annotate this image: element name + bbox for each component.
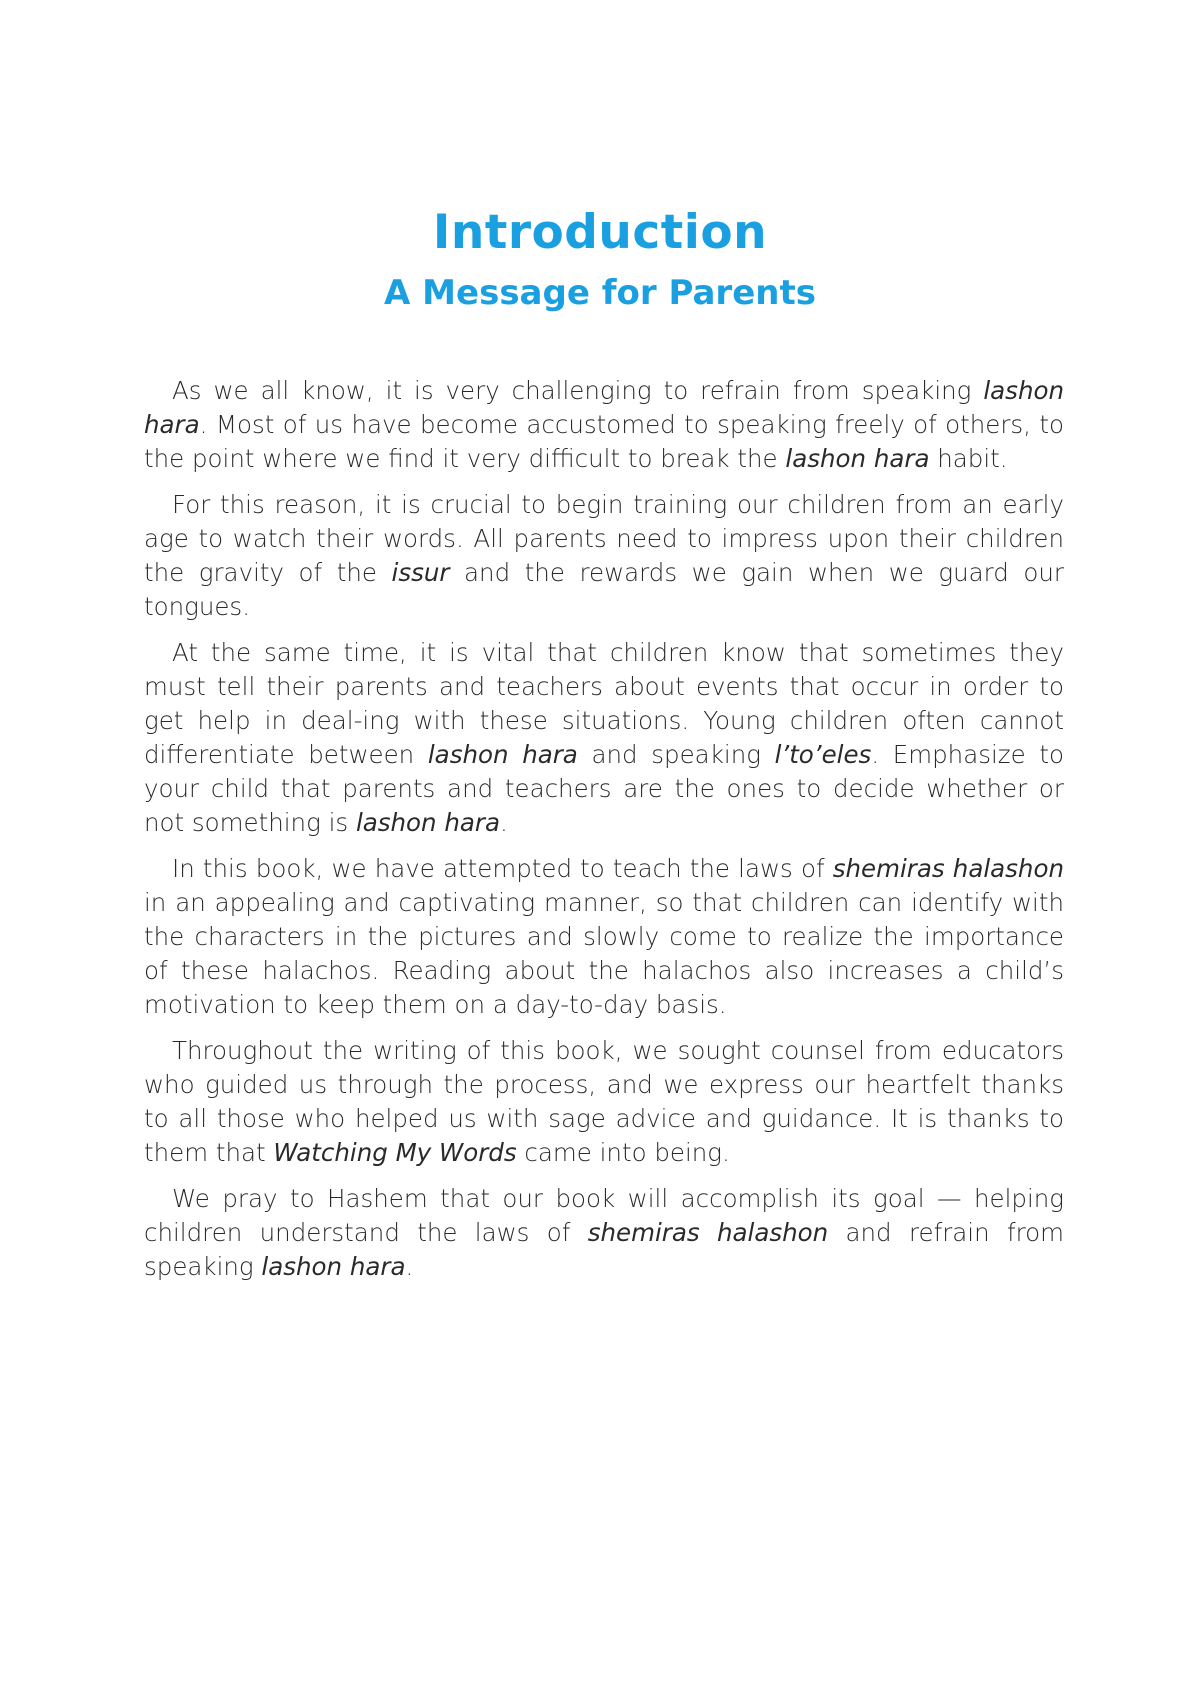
paragraph — [144, 852, 1064, 1022]
italic-term: shemiras halashon — [587, 1218, 829, 1247]
page-title: Introduction — [432, 205, 768, 260]
text-run: As we all know, it is very challenging to refrain from speaking — [172, 376, 984, 405]
page-subtitle: A Message for Parents — [384, 273, 816, 313]
italic-term: lashon hara — [261, 1252, 406, 1281]
paragraph — [144, 374, 1064, 476]
text-run: in an appealing and captivating manner, so that children can identify with the characters in the pictures and slowly come to realize the importance of these halachos. Reading about the halachos also increases a child’s motivation to keep them on a day-to-day basis. — [144, 888, 1064, 1019]
text-run: came into being. — [516, 1138, 730, 1167]
text-run: For this reason, it is crucial to begin training our children from an early age to watch their words. All parents need to impress upon their children the gravity of the — [144, 490, 1064, 587]
italic-term: lashon hara — [427, 740, 578, 769]
text-run: In this book, we have attempted to teach the laws of — [172, 854, 833, 883]
text-run: At the same time, it is vital that children know that sometimes they must tell their parents and teachers about events that occur in order to get help in deal-ing with these situations. Young children often cannot differentiate between — [144, 638, 1064, 769]
italic-term: l’to’eles — [774, 740, 872, 769]
paragraph — [144, 488, 1064, 624]
italic-term: Watching My Words — [273, 1138, 517, 1167]
italic-term: lashon hara — [785, 444, 930, 473]
italic-term: issur — [391, 558, 450, 587]
paragraph — [144, 1034, 1064, 1170]
text-run: and the rewards we gain when we guard our tongues. — [144, 558, 1064, 621]
text-run: . — [499, 808, 508, 837]
heading-block — [0, 205, 1200, 315]
paragraph — [144, 636, 1064, 840]
italic-term: lashon hara — [144, 376, 1064, 439]
text-run: . Most of us have become accustomed to speaking freely of others, to the point where we find it very difficult to break the — [144, 410, 1064, 473]
italic-term: lashon hara — [355, 808, 500, 837]
text-run: habit. — [929, 444, 1008, 473]
text-run: . Emphasize to your child that parents and teachers are the ones to decide whether or not something is — [144, 740, 1065, 837]
text-run: Throughout the writing of this book, we sought counsel from educators who guided us through the process, and we express our heartfelt thanks to all those who helped us with sage advice and guidance. It is thanks to them that — [144, 1036, 1064, 1167]
text-run: We pray to Hashem that our book will accomplish its goal — helping children understand the laws of — [144, 1184, 1064, 1247]
text-run: . — [405, 1252, 414, 1281]
body-text — [144, 374, 1064, 1296]
text-run: and refrain from speaking — [144, 1218, 1064, 1281]
italic-term: shemiras halashon — [832, 854, 1064, 883]
text-run: and speaking — [577, 740, 775, 769]
paragraph — [144, 1182, 1064, 1284]
